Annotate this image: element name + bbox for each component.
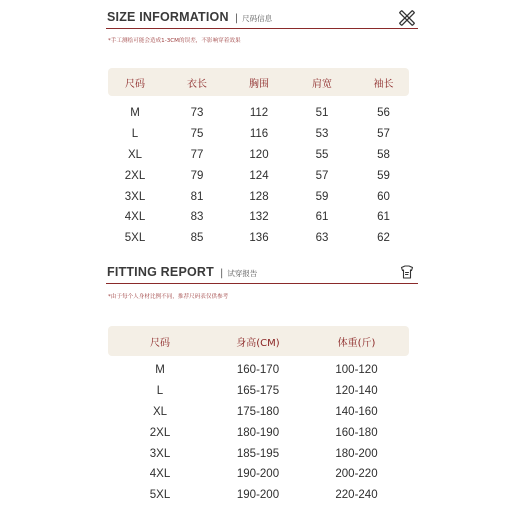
size-table-cell: 132 [249, 211, 269, 224]
fitting-table-row [108, 443, 409, 464]
size-header-cell: 尺码 [125, 78, 145, 90]
size-table-cell: 2XL [124, 169, 146, 182]
size-table-cell: 79 [190, 169, 204, 182]
size-table-cell: 58 [377, 148, 390, 161]
fitting-title-cn: 试穿报告 [227, 269, 258, 278]
size-table-cell: L [131, 128, 139, 141]
fitting-table-cell: 185-195 [236, 447, 280, 460]
fitting-table-cell: 180-200 [335, 447, 378, 460]
size-table-row [108, 228, 409, 249]
size-table-cell: 124 [249, 169, 269, 182]
fitting-table-cell: XL [152, 405, 168, 418]
fitting-table-cell: 175-180 [236, 405, 280, 418]
size-table-cell: 81 [190, 190, 204, 203]
fitting-table-cell: 160-180 [335, 426, 378, 439]
size-table-cell: 60 [377, 190, 390, 203]
fitting-header-cell: 尺码 [150, 337, 170, 349]
size-title-en: SIZE INFORMATION [107, 10, 229, 24]
size-table-cell: XL [127, 148, 143, 161]
size-header-cell: 衣长 [187, 78, 207, 90]
fitting-table-row [108, 464, 409, 485]
size-table-cell: 61 [377, 211, 390, 224]
size-title-cn: 尺码信息 [242, 14, 273, 23]
ruler-pencil-cross-icon [399, 10, 415, 26]
size-table-cell: 128 [249, 190, 269, 203]
size-divider [106, 28, 418, 29]
size-table-cell: 77 [190, 148, 204, 161]
fitting-divider [106, 283, 418, 284]
size-table-cell: 120 [249, 148, 269, 161]
size-table-cell: 57 [377, 128, 390, 141]
size-table-row [108, 124, 409, 145]
size-table-cell: 56 [377, 107, 390, 120]
size-table-cell: 59 [377, 169, 390, 182]
fitting-table-row [108, 381, 409, 402]
size-table-cell: 5XL [124, 232, 146, 245]
size-table-cell: 4XL [124, 211, 146, 224]
fitting-table-row [108, 485, 409, 506]
size-table-cell: 116 [249, 128, 269, 141]
fitting-table-row [108, 402, 409, 423]
size-table-row [108, 186, 409, 207]
size-note: *手工测绘可能会造成1-3CM的误差，不影响穿着效果 [108, 38, 241, 44]
fitting-table-row [108, 422, 409, 443]
size-table-cell: 51 [315, 107, 329, 120]
fitting-table-cell: 190-200 [236, 468, 280, 481]
size-table-cell: 57 [315, 169, 329, 182]
size-table-cell: 53 [315, 128, 329, 141]
fitting-table-cell: L [156, 385, 164, 398]
size-title-separator: | [234, 13, 239, 24]
fitting-table-cell: 4XL [149, 468, 171, 481]
size-table-cell: 55 [315, 148, 329, 161]
size-table-cell: 3XL [124, 190, 146, 203]
size-table-header [108, 68, 409, 96]
size-heading [107, 10, 272, 24]
size-table-cell: 63 [315, 232, 329, 245]
shirt-note-icon [399, 264, 415, 280]
fitting-table-cell: 3XL [149, 447, 171, 460]
fitting-table-cell: 140-160 [335, 405, 378, 418]
fitting-table-header [108, 326, 409, 356]
fitting-table-cell: 165-175 [236, 385, 280, 398]
size-table-row [108, 103, 409, 124]
fitting-table-cell: 5XL [149, 489, 171, 502]
size-table-cell: 59 [315, 190, 329, 203]
fitting-table-row [108, 360, 409, 381]
fitting-table-cell: 180-190 [236, 426, 280, 439]
fitting-title-separator: | [219, 268, 224, 279]
size-table-row [108, 207, 409, 228]
size-table-cell: 112 [249, 107, 269, 120]
size-table-row [108, 165, 409, 186]
size-table-cell: 136 [249, 232, 269, 245]
size-header-cell: 肩宽 [312, 78, 332, 90]
size-table-row [108, 145, 409, 166]
fitting-table-body [108, 360, 409, 506]
fitting-table-cell: 190-200 [236, 489, 280, 502]
size-table-cell: 85 [190, 232, 204, 245]
size-table-cell: 83 [190, 211, 204, 224]
fitting-table-cell: M [155, 364, 165, 377]
fitting-table-cell: 220-240 [335, 489, 378, 502]
size-header-cell: 胸围 [249, 78, 269, 90]
fitting-table-cell: 120-140 [335, 385, 378, 398]
size-table-cell: M [130, 107, 140, 120]
size-table-cell: 62 [377, 232, 390, 245]
size-header-cell: 袖长 [373, 78, 394, 90]
size-table-body [108, 103, 409, 249]
size-table-cell: 75 [190, 128, 204, 141]
size-table-cell: 61 [315, 211, 329, 224]
fitting-title-en: FITTING REPORT [107, 265, 214, 279]
fitting-table-cell: 100-120 [335, 364, 378, 377]
fitting-heading [107, 265, 257, 279]
size-table-cell: 73 [190, 107, 204, 120]
fitting-table-cell: 2XL [149, 426, 171, 439]
fitting-table-cell: 160-170 [236, 364, 280, 377]
fitting-header-cell: 身高(CM) [236, 337, 280, 349]
fitting-note: *由于每个人身材比例不同，推荐尺码表仅供参考 [108, 294, 229, 300]
fitting-table-cell: 200-220 [335, 468, 378, 481]
fitting-header-cell: 体重(斤) [337, 337, 376, 349]
